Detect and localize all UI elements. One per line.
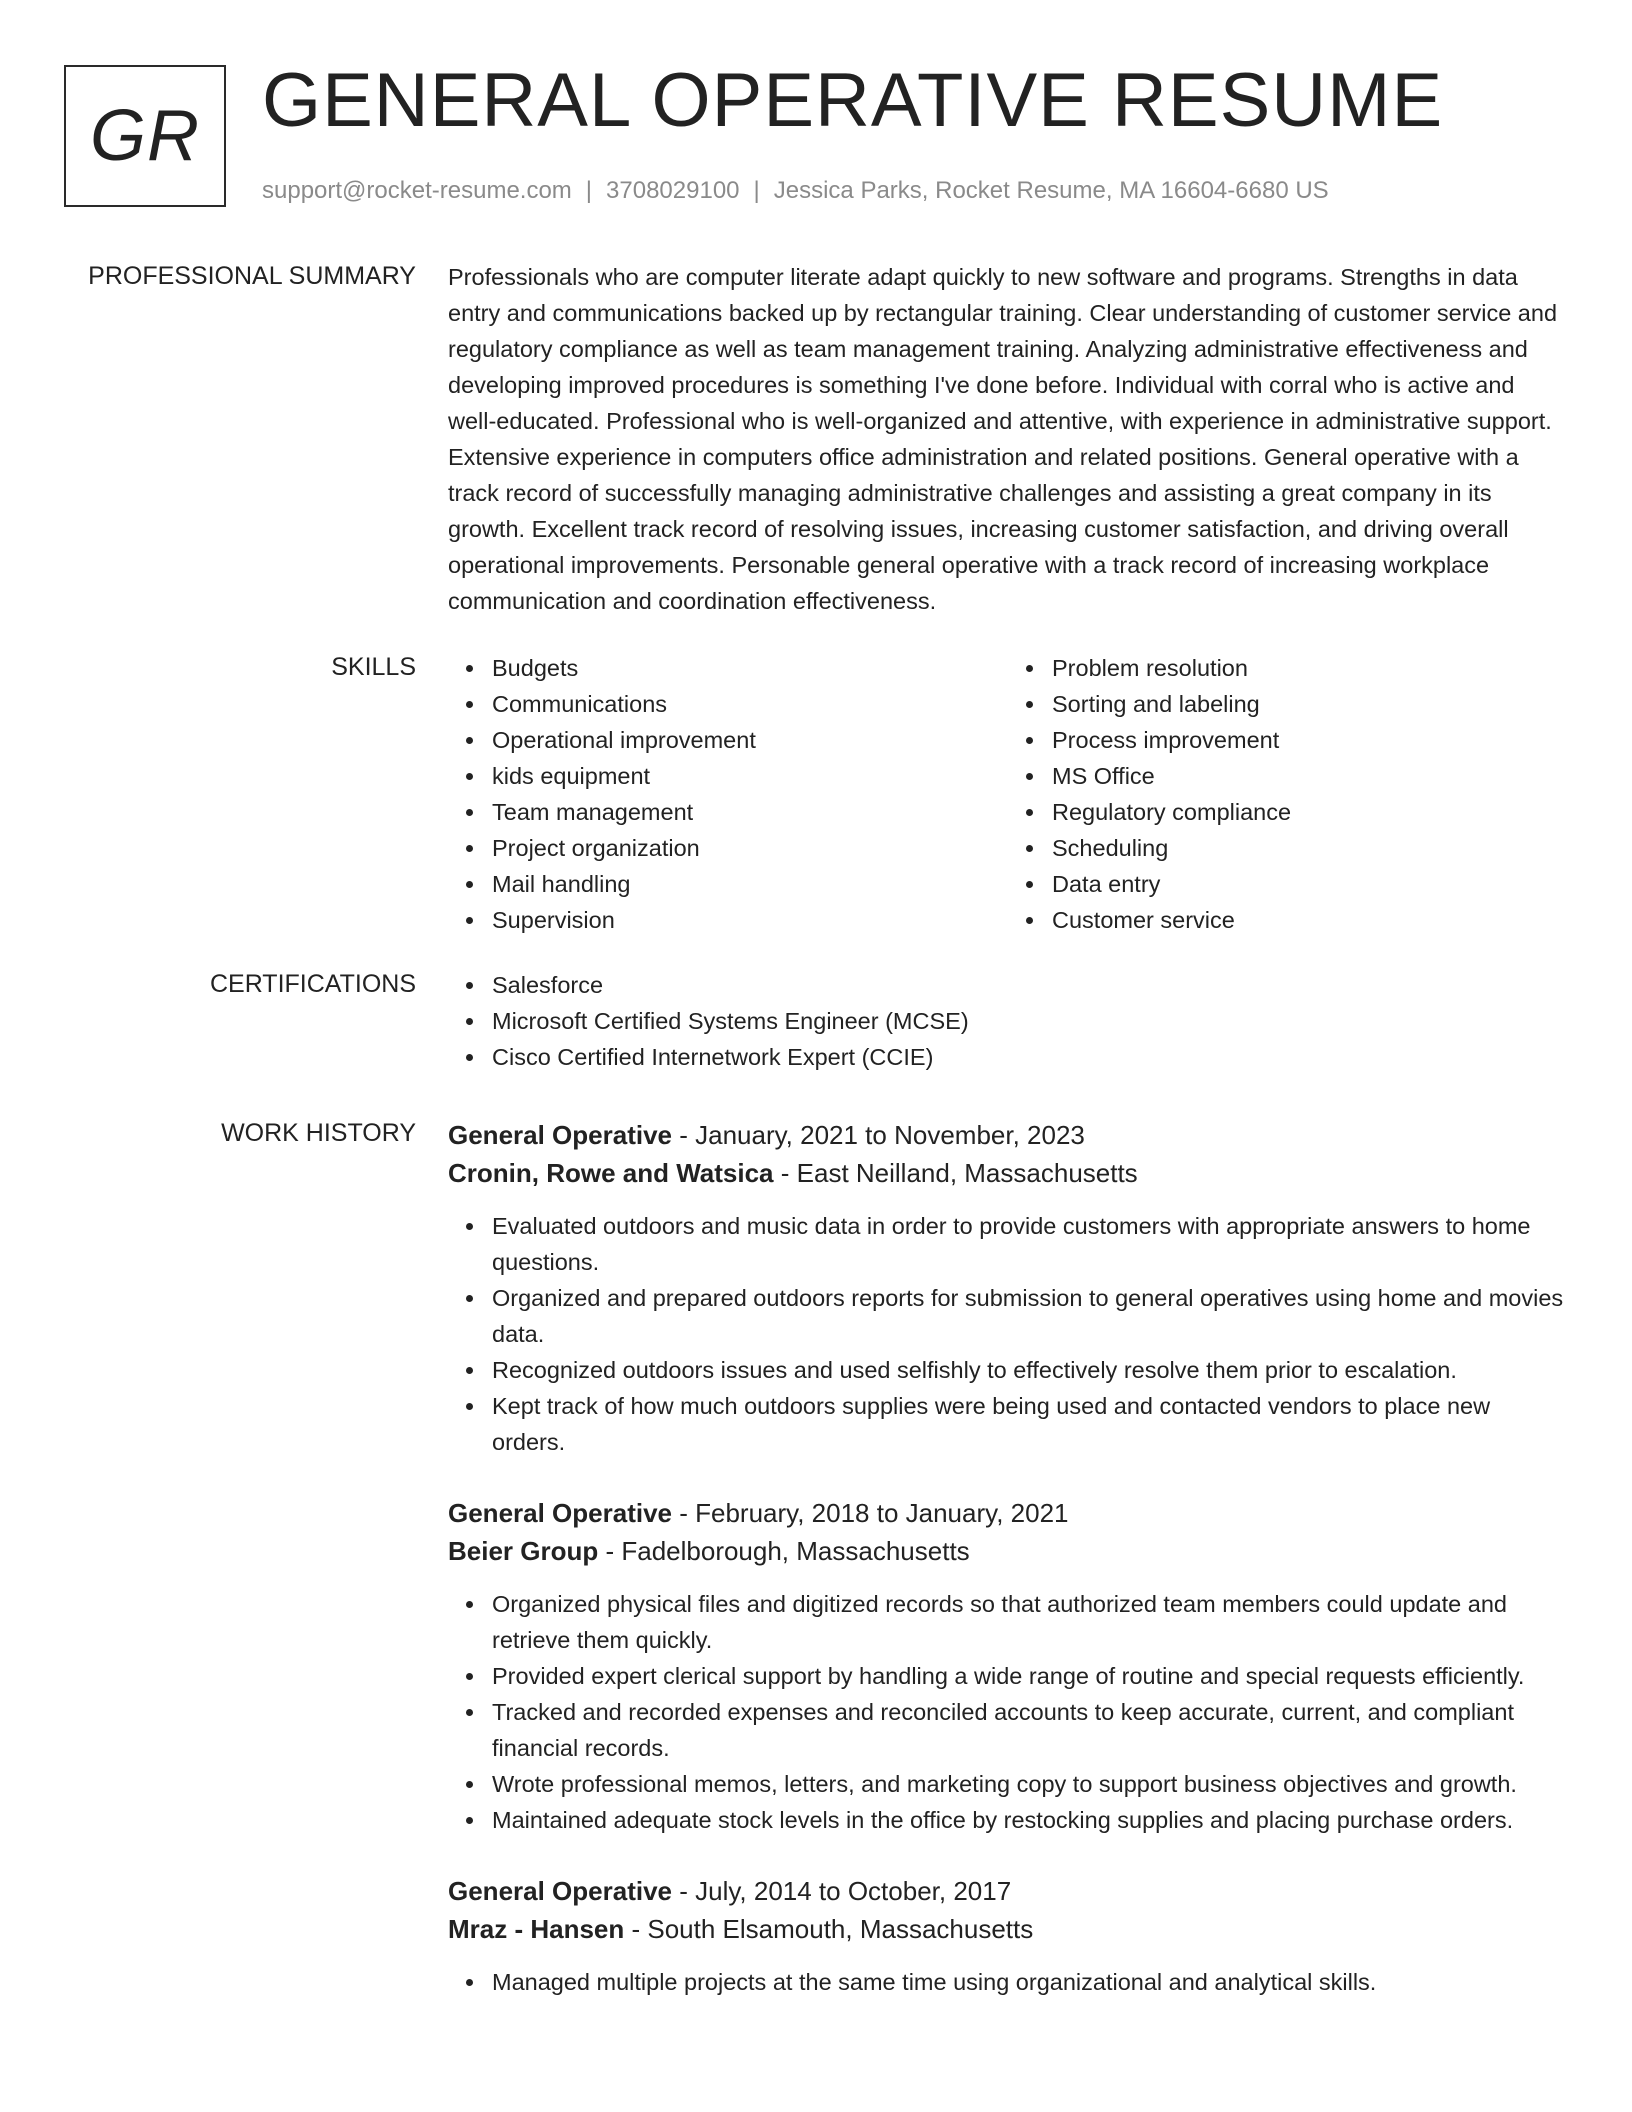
job-location: - East Neilland, Massachusetts: [773, 1158, 1138, 1188]
job-entry: [448, 1116, 1568, 1460]
certification-item: Microsoft Certified Systems Engineer (MCSE): [492, 1003, 1568, 1039]
monogram-logo: [64, 65, 226, 207]
skill-item: Mail handling: [492, 866, 1008, 902]
resume-title: GENERAL OPERATIVE RESUME: [262, 58, 1444, 143]
contact-line: [262, 176, 1329, 206]
job-entry: [448, 1872, 1568, 2000]
job-location: - South Elsamouth, Massachusetts: [624, 1914, 1034, 1944]
contact-separator: |: [753, 177, 760, 204]
certifications-heading: CERTIFICATIONS: [209, 970, 416, 998]
job-duty-item: Organized physical files and digitized records so that authorized team members could update and retrieve them quickly.: [492, 1586, 1568, 1658]
job-company: Mraz - Hansen: [448, 1914, 625, 1944]
job-duty-item: Evaluated outdoors and music data in order to provide customers with appropriate answers to home questions.: [492, 1208, 1568, 1280]
skill-item: Customer service: [1052, 902, 1568, 938]
job-title: General Operative: [448, 1876, 672, 1906]
job-duty-item: Wrote professional memos, letters, and marketing copy to support business objectives and growth.: [492, 1766, 1568, 1802]
contact-separator: |: [585, 177, 593, 204]
skills-heading: SKILLS: [331, 653, 416, 681]
job-dates: - July, 2014 to October, 2017: [672, 1876, 1012, 1906]
skill-item: Team management: [492, 794, 1008, 830]
job-company-line: [448, 1910, 1568, 1948]
certification-item: Cisco Certified Internetwork Expert (CCIE): [492, 1039, 1568, 1075]
job-duty-item: Kept track of how much outdoors supplies were being used and contacted vendors to place new orders.: [492, 1388, 1568, 1460]
contact-address: Jessica Parks, Rocket Resume, MA 16604-6680 US: [773, 177, 1329, 204]
skill-item: Budgets: [492, 650, 1008, 686]
skill-item: Project organization: [492, 830, 1008, 866]
job-title-line: [448, 1872, 1568, 1910]
skill-item: Scheduling: [1052, 830, 1568, 866]
skill-item: kids equipment: [492, 758, 1008, 794]
skill-item: Process improvement: [1052, 722, 1568, 758]
certifications-content: [448, 967, 1568, 1075]
skill-item: Problem resolution: [1052, 650, 1568, 686]
job-duty-item: Maintained adequate stock levels in the office by restocking supplies and placing purchase orders.: [492, 1802, 1568, 1838]
job-duty-item: Organized and prepared outdoors reports for submission to general operatives using home and movies data.: [492, 1280, 1568, 1352]
skills-list-right: [1008, 650, 1568, 938]
skill-item: Supervision: [492, 902, 1008, 938]
job-entry: [448, 1494, 1568, 1838]
job-dates: - January, 2021 to November, 2023: [672, 1120, 1085, 1150]
skills-list-left: [448, 650, 1008, 938]
skill-item: Data entry: [1052, 866, 1568, 902]
contact-email: support@rocket-resume.com: [262, 177, 572, 204]
skill-item: Sorting and labeling: [1052, 686, 1568, 722]
job-title: General Operative: [448, 1498, 672, 1528]
job-company-line: [448, 1154, 1568, 1192]
job-dates: - February, 2018 to January, 2021: [672, 1498, 1069, 1528]
job-company: Beier Group: [448, 1536, 599, 1566]
job-duties-list: [448, 1586, 1568, 1838]
job-company-line: [448, 1532, 1568, 1570]
skills-content: [448, 650, 1568, 938]
skill-item: Operational improvement: [492, 722, 1008, 758]
work-history-content: [448, 1116, 1568, 2034]
contact-phone: 3708029100: [606, 177, 740, 204]
certification-item: Salesforce: [492, 967, 1568, 1003]
summary-heading: PROFESSIONAL SUMMARY: [88, 262, 416, 290]
job-location: - Fadelborough, Massachusetts: [598, 1536, 970, 1566]
skill-item: MS Office: [1052, 758, 1568, 794]
summary-text: Professionals who are computer literate adapt quickly to new software and programs. Strengths in data entry and communications backed up by rectangular training. Clear understanding of customer service and regulatory compliance as well as team management training. Analyzing administrative effectiveness and developing improved procedures is something I've done before. Individual with corral who is active and well-educated. Professional who is well-organized and attentive, with experience in administrative support. Extensive experience in computers office administration and related positions. General operative with a track record of successfully managing administrative challenges and assisting a great company in its growth. Excellent track record of resolving issues, increasing customer satisfaction, and driving overall operational improvements. Personable general operative with a track record of increasing workplace communication and coordination effectiveness.: [448, 264, 1558, 614]
skill-item: Communications: [492, 686, 1008, 722]
summary-content: [448, 259, 1568, 619]
skill-item: Regulatory compliance: [1052, 794, 1568, 830]
job-duty-item: Recognized outdoors issues and used selfishly to effectively resolve them prior to escalation.: [492, 1352, 1568, 1388]
job-title: General Operative: [448, 1120, 672, 1150]
job-title-line: [448, 1116, 1568, 1154]
job-duties-list: [448, 1964, 1568, 2000]
certifications-list: [448, 967, 1568, 1075]
work-history-heading: WORK HISTORY: [221, 1119, 416, 1147]
job-duty-item: Tracked and recorded expenses and reconciled accounts to keep accurate, current, and compliant financial records.: [492, 1694, 1568, 1766]
job-duty-item: Managed multiple projects at the same time using organizational and analytical skills.: [492, 1964, 1568, 2000]
job-company: Cronin, Rowe and Watsica: [448, 1158, 774, 1188]
job-duties-list: [448, 1208, 1568, 1460]
job-title-line: [448, 1494, 1568, 1532]
monogram-text: GR: [90, 96, 200, 176]
job-duty-item: Provided expert clerical support by handling a wide range of routine and special requests efficiently.: [492, 1658, 1568, 1694]
